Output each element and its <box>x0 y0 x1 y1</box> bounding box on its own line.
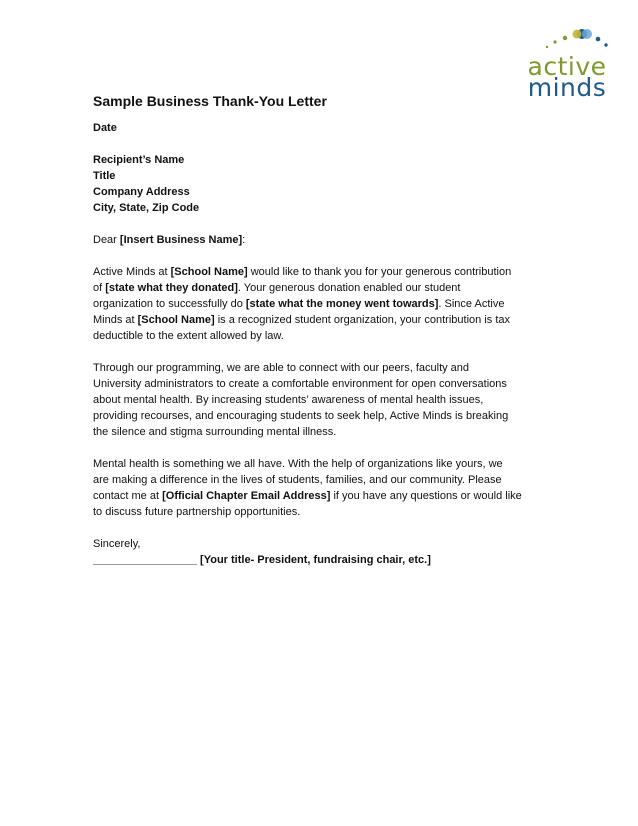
money-use-placeholder: [state what the money went towards] <box>245 298 439 310</box>
school-name-placeholder: [School Name] <box>137 314 215 326</box>
salutation: Dear [Insert Business Name]: <box>93 234 246 246</box>
active-minds-logo <box>524 26 610 102</box>
recipient-title: Title <box>93 170 116 182</box>
recipient-city-state-zip: City, State, Zip Code <box>93 202 200 214</box>
logo-word-minds: minds <box>527 73 607 102</box>
paragraph-3: Mental health is something we all have. With the help of organizations like yours, we are making a difference in the lives of students, families, and our community. Please contact me at [Official Chapter Email Address] if you have any questions or would like to discuss future partnership opportunities. <box>93 458 522 518</box>
page-title: Sample Business Thank-You Letter <box>93 93 327 109</box>
donation-placeholder: [state what they donated] <box>105 282 238 294</box>
paragraph-2: Through our programming, we are able to connect with our peers, faculty and University administrators to create a comfortable environment for open conversations about mental health. By increasing students’ awareness of mental health issues, providing recourses, and encouraging students to seek help, Active Minds is breaking the silence and stigma surrounding mental illness. <box>93 362 509 438</box>
closing: Sincerely, <box>93 538 141 550</box>
recipient-company-address: Company Address <box>93 186 190 198</box>
logo-word-active: active <box>527 52 607 81</box>
school-name-placeholder: [School Name] <box>170 266 248 278</box>
recipient-name: Recipient’s Name <box>93 154 185 166</box>
signature-line: _________________ [Your title- President, fundraising chair, etc.] <box>93 554 431 566</box>
email-placeholder: [Official Chapter Email Address] <box>162 490 331 502</box>
recipient-block <box>93 152 543 216</box>
paragraph-1: Active Minds at [School Name] would like to thank you for your generous contribution of [state what they donated]. Your generous donation enabled our student organization to successfully do [state what the money went towards]. Since Active Minds at [School Name] is a recognized student organization, your contribution is tax deductible to the extent allowed by law. <box>93 266 512 342</box>
date-line: Date <box>93 122 117 134</box>
letter-body <box>93 92 543 568</box>
business-name-placeholder: [Insert Business Name] <box>119 234 243 246</box>
